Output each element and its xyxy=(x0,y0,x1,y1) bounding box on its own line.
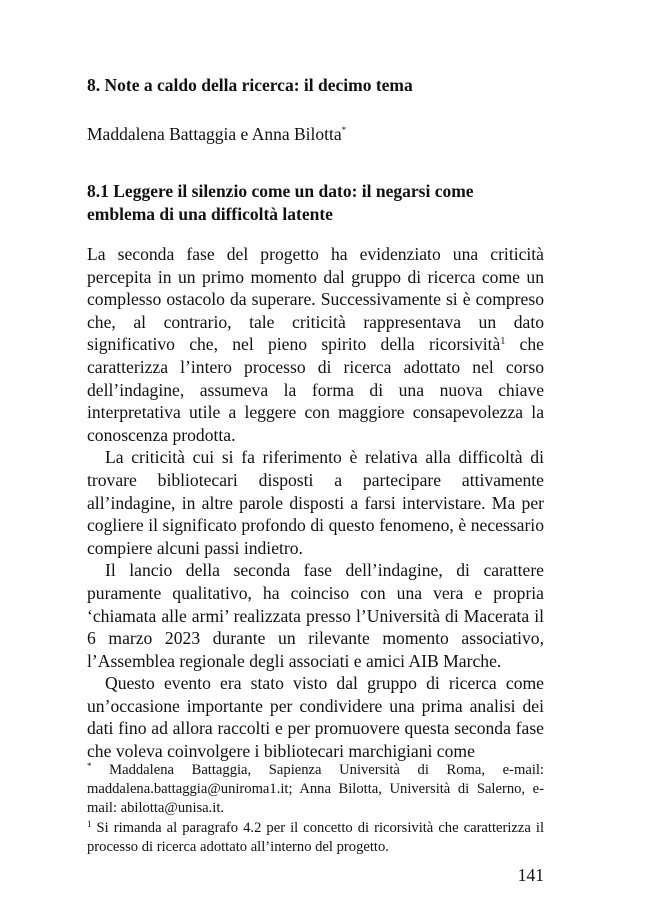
paragraph-4: Questo evento era stato visto dal gruppo di ricerca come un’occasione importante per condividere una prima analisi dei dati fino ad allora raccolti e per promuovere questa seconda fase che voleva coinvolgere i bibliotecari marchigiani come xyxy=(87,673,544,762)
chapter-title: 8. Note a caldo della ricerca: il decimo tema xyxy=(87,75,413,95)
paragraph-1 xyxy=(87,243,544,446)
section-title: 8.1 Leggere il silenzio come un dato: il negarsi come emblema di una difficoltà latente xyxy=(87,181,474,224)
body-text xyxy=(87,243,544,763)
authors-names: Maddalena Battaggia e Anna Bilotta xyxy=(87,124,342,144)
footnote-ref-1: 1 xyxy=(500,336,506,348)
footnotes xyxy=(87,761,544,857)
paragraph-1-text-a: La seconda fase del progetto ha evidenziato una criticità percepita in un primo momento dal gruppo di ricerca come un complesso ostacolo da superare. Successivamente si è compreso che, al contrario, tale criticità rappresentava un dato significativo che, nel pieno spirito della ricorsività xyxy=(87,244,544,355)
chapter-authors xyxy=(87,119,346,145)
footnote-1-mark: 1 xyxy=(87,818,92,829)
footnote-star-mark: * xyxy=(87,761,92,771)
paragraph-1-text-b: che caratterizza l’intero processo di ricerca adottato nel corso dell’indagine, assumeva la forma di una nuova chiave interpretativa utile a leggere con maggiore consapevolezza la conoscenza prodotta. xyxy=(87,334,544,445)
book-page xyxy=(87,0,544,910)
footnote-1 xyxy=(87,819,544,857)
footnote-star-text: Maddalena Battaggia, Sapienza Università di Roma, e-mail: maddalena.battaggia@uniroma1.it; Anna Bilotta, Università di Salerno, e-mail: abilotta@unisa.it. xyxy=(87,762,544,817)
footnote-1-text: Si rimanda al paragrafo 4.2 per il concetto di ricorsività che caratterizza il processo di ricerca adottato all’interno del progetto. xyxy=(87,819,544,855)
paragraph-3: Il lancio della seconda fase dell’indagine, di carattere puramente qualitativo, ha coinciso con una vera e propria ‘chiamata alle armi’ realizzata presso l’Università di Macerata il 6 marzo 2023 durante un rilevante momento associativo, l’Assemblea regionale degli associati e amici AIB Marche. xyxy=(87,560,544,671)
page-number: 141 xyxy=(517,865,544,885)
authors-footnote-mark: * xyxy=(341,125,347,135)
paragraph-2: La criticità cui si fa riferimento è relativa alla difficoltà di trovare bibliotecari disposti a partecipare attivamente all’indagine, in altre parole disposti a farsi intervistare. Ma per cogliere il significato profondo di questo fenomeno, è necessario compiere alcuni passi indietro. xyxy=(87,447,544,558)
footnote-authors xyxy=(87,761,544,819)
